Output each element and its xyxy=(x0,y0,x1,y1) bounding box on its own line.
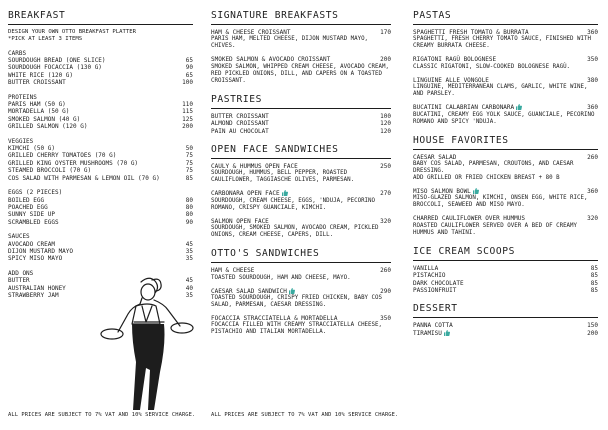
dish-item xyxy=(211,288,391,309)
list-item-name xyxy=(8,57,186,64)
dish-header xyxy=(211,29,391,36)
thumbs-up-icon xyxy=(473,188,479,194)
open-face-list xyxy=(211,163,391,239)
list-item xyxy=(8,108,193,115)
list-item xyxy=(8,123,193,130)
list-item-name xyxy=(413,272,591,279)
signature-list xyxy=(211,29,391,85)
list-item-price: 85 xyxy=(590,264,598,272)
item-name-text: POACHED EGG xyxy=(8,203,48,211)
list-item-price: 100 xyxy=(182,79,193,87)
item-name-text: SMOKED SALMON & AVOCADO CROISSANT xyxy=(211,56,331,64)
item-name-text: STRAWBERRY JAM xyxy=(8,291,59,299)
list-item-name xyxy=(8,108,182,115)
pastries-title: PASTRIES xyxy=(211,94,391,109)
list-item xyxy=(413,287,598,294)
dish-header-name xyxy=(211,56,380,63)
dish-description: TOASTED SOURDOUGH, CRISPY FRIED CHICKEN, BABY COS SALAD, PARMESAN, CAESAR DRESSING. xyxy=(211,295,383,309)
item-name-text: SPAGHETTI FRESH TOMATO & BURRATA xyxy=(413,29,529,36)
waiter-illustration xyxy=(96,276,196,414)
item-name-text: MORTADELLA (50 G) xyxy=(8,108,70,116)
breakfast-group-title: VEGGIES xyxy=(8,137,34,145)
breakfast-group xyxy=(8,189,193,226)
list-item-price: 35 xyxy=(185,255,193,263)
list-item xyxy=(211,128,391,135)
dish-header-price: 380 xyxy=(587,76,598,84)
dish-header-price: 260 xyxy=(587,153,598,161)
list-item-price: 100 xyxy=(380,112,391,120)
ottos-section xyxy=(211,248,391,336)
list-item-price: 85 xyxy=(590,287,598,295)
item-name-text: SPICY MISO MAYO xyxy=(8,255,63,263)
item-name-text: GRILLED CHERRY TOMATOES (70 G) xyxy=(8,152,117,160)
list-item-name xyxy=(8,145,186,152)
item-name-text: CHARRED CAULIFLOWER OVER HUMMUS xyxy=(413,215,525,223)
dish-addon-note: ADD GRILLED OR FRIED CHICKEN BREAST + 80 B xyxy=(413,175,560,182)
dish-description: MISO-GLAZED SALMON, KIMCHI, ONSEN EGG, WHITE RICE, BROCCOLI, SEAWEED AND MISO MAYO. xyxy=(413,195,588,209)
list-item-price: 40 xyxy=(185,284,193,292)
dish-item xyxy=(211,190,391,211)
list-item-price: 80 xyxy=(185,211,193,219)
dish-header xyxy=(211,218,391,225)
item-name-text: PASSIONFRUIT xyxy=(413,287,457,295)
breakfast-group xyxy=(8,94,193,131)
list-item xyxy=(8,248,193,255)
list-item xyxy=(8,160,193,167)
dish-description: LINGUINE, MEDITERRANEAN CLAMS, GARLIC, WHITE WINE, AND PARSLEY. xyxy=(413,84,588,98)
dish-header xyxy=(413,77,598,84)
list-item-name xyxy=(413,287,591,294)
list-item-price: 65 xyxy=(185,57,193,64)
breakfast-group xyxy=(8,50,193,87)
breakfast-group xyxy=(8,233,193,263)
dish-header xyxy=(211,267,391,274)
dish-item xyxy=(211,163,391,184)
list-item xyxy=(211,120,391,127)
item-name-text: AVOCADO CREAM xyxy=(8,240,55,248)
dish-description: CLASSIC RIGATONI, SLOW-COOKED BOLOGNESE RAGÙ. xyxy=(413,63,571,70)
thumbs-up-icon xyxy=(282,190,288,196)
pastas-section xyxy=(413,10,598,126)
dish-item xyxy=(413,104,598,125)
dish-description: FOCACCIA FILLED WITH CREAMY STRACCIATELLA CHEESE, PISTACHIO AND ITALIAN MORTADELLA. xyxy=(211,322,383,336)
item-name-text: CARBONARA OPEN FACE xyxy=(211,190,280,198)
dish-item xyxy=(413,56,598,70)
house-list xyxy=(413,154,598,237)
dish-header-name xyxy=(413,215,587,222)
thumbs-up-icon xyxy=(289,288,295,294)
column-middle xyxy=(211,10,391,345)
list-item xyxy=(413,322,598,329)
dish-header-name xyxy=(211,29,380,36)
list-item-price: 75 xyxy=(185,167,193,175)
dish-header-name xyxy=(211,163,380,170)
dish-description: SMOKED SALMON, WHIPPED CREAM CHEESE, AVOCADO CREAM, RED PICKLED ONIONS, DILL, AND CAPERS ON A TOASTED CROISSANT. xyxy=(211,63,389,84)
item-name-text: PANNA COTTA xyxy=(413,322,453,330)
list-item-price: 35 xyxy=(185,247,193,255)
dish-header-name xyxy=(413,56,587,63)
dish-header-price: 290 xyxy=(380,287,391,295)
list-item-name xyxy=(8,64,186,71)
list-item xyxy=(413,265,598,272)
list-item-name xyxy=(8,116,182,123)
breakfast-title: BREAKFAST xyxy=(8,10,193,25)
house-section xyxy=(413,135,598,237)
list-item-price: 150 xyxy=(587,322,598,330)
item-name-text: ALMOND CROISSANT xyxy=(211,120,269,128)
item-name-text: SALMON OPEN FACE xyxy=(211,217,269,225)
breakfast-note: *PICK AT LEAST 3 ITEMS xyxy=(8,35,83,42)
dish-item xyxy=(413,188,598,209)
list-item-price: 45 xyxy=(185,277,193,285)
list-item xyxy=(8,211,193,218)
list-item-name xyxy=(8,255,186,262)
list-item xyxy=(8,72,193,79)
list-item-price: 85 xyxy=(590,279,598,287)
item-name-text: SUNNY SIDE UP xyxy=(8,211,55,219)
item-name-text: CAESAR SALAD SANDWICH xyxy=(211,287,287,295)
item-name-text: DIJON MUSTARD MAYO xyxy=(8,247,74,255)
breakfast-group-title: PROTEINS xyxy=(8,93,37,101)
list-item xyxy=(8,116,193,123)
list-item-price: 115 xyxy=(182,108,193,116)
list-item-name xyxy=(413,265,591,272)
item-name-text: HAM & CHEESE CROISSANT xyxy=(211,29,291,36)
list-item xyxy=(8,255,193,262)
item-name-text: GRILLED KING OYSTER MUSHROOMS (70 G) xyxy=(8,159,139,167)
dish-header xyxy=(413,29,598,36)
list-item-price: 120 xyxy=(380,127,391,135)
dish-header-name xyxy=(413,77,587,84)
list-item xyxy=(413,280,598,287)
dish-header-name xyxy=(211,218,380,225)
list-item xyxy=(8,204,193,211)
item-name-text: PAIN AU CHOCOLAT xyxy=(211,127,269,135)
list-item xyxy=(8,57,193,64)
dish-item xyxy=(211,315,391,336)
dish-header xyxy=(211,56,391,63)
dish-header-price: 260 xyxy=(380,267,391,275)
item-name-text: LINGUINE ALLE VONGOLE xyxy=(413,76,489,84)
item-name-text: DARK CHOCOLATE xyxy=(413,279,464,287)
ice-cream-section xyxy=(413,246,598,295)
open-face-title: OPEN FACE SANDWICHES xyxy=(211,144,391,159)
item-name-text: STEAMED BROCCOLI (70 G) xyxy=(8,167,92,175)
ice-cream-list xyxy=(413,265,598,295)
list-item-name xyxy=(8,219,186,226)
dish-item xyxy=(211,56,391,84)
list-item-name xyxy=(211,120,380,127)
breakfast-group xyxy=(8,138,193,182)
dish-header-name xyxy=(211,288,380,295)
dish-item xyxy=(413,29,598,50)
list-item xyxy=(8,152,193,159)
list-item-name xyxy=(413,280,591,287)
pastries-list xyxy=(211,113,391,135)
list-item xyxy=(8,175,193,182)
list-item xyxy=(8,219,193,226)
dish-header-price: 250 xyxy=(380,163,391,171)
list-item-price: 80 xyxy=(185,203,193,211)
ice-cream-title: ICE CREAM SCOOPS xyxy=(413,246,598,261)
list-item-price: 85 xyxy=(590,272,598,280)
list-item-price: 90 xyxy=(185,218,193,226)
list-item-price: 75 xyxy=(185,159,193,167)
dish-header xyxy=(211,163,391,170)
breakfast-group-title: CARBS xyxy=(8,49,27,57)
dish-description: SOURDOUGH, CREAM CHEESE, EGGS, 'NDUJA, PECORINO ROMANO, CRISPY GUANCIALE, KIMCHI. xyxy=(211,197,376,211)
dish-description: TOASTED SOURDOUGH, HAM AND CHEESE, MAYO. xyxy=(211,274,351,281)
ottos-title: OTTO'S SANDWICHES xyxy=(211,248,391,263)
dish-description: SOURDOUGH, SMOKED SALMON, AVOCADO CREAM, PICKLED ONIONS, CREAM CHEESE, CAPERS, DILL. xyxy=(211,225,379,239)
list-item-price: 110 xyxy=(182,101,193,109)
breakfast-group-title: ADD ONS xyxy=(8,269,34,277)
item-name-text: BOILED EGG xyxy=(8,196,45,204)
dish-header-price: 360 xyxy=(587,188,598,196)
thumbs-up-icon xyxy=(444,330,450,336)
item-name-text: GRILLED SALMON (120 G) xyxy=(8,123,88,131)
breakfast-groups xyxy=(8,50,193,300)
pastries-section xyxy=(211,94,391,135)
dish-header xyxy=(413,154,598,161)
open-face-section xyxy=(211,144,391,239)
list-item-price: 125 xyxy=(182,115,193,123)
item-name-text: SCRAMBLED EGGS xyxy=(8,218,59,226)
column-right xyxy=(413,10,598,346)
footer-note-middle: ALL PRICES ARE SUBJECT TO 7% VAT AND 10% SERVICE CHARGE. xyxy=(211,412,399,418)
dessert-title: DESSERT xyxy=(413,303,598,318)
item-name-text: BUTTER CROISSANT xyxy=(211,112,269,120)
item-name-text: PISTACHIO xyxy=(413,272,446,280)
thumbs-up-icon xyxy=(516,104,522,110)
item-name-text: MISO SALMON BOWL xyxy=(413,188,471,196)
item-name-text: WHITE RICE (120 G) xyxy=(8,71,74,79)
item-name-text: TIRAMISU xyxy=(413,329,442,337)
item-name-text: SOURDOUGH BREAD (ONE SLICE) xyxy=(8,57,106,64)
list-item-price: 200 xyxy=(587,329,598,337)
dish-item xyxy=(413,77,598,98)
list-item-name xyxy=(8,123,182,130)
list-item-price: 120 xyxy=(380,120,391,128)
list-item-price: 90 xyxy=(185,64,193,72)
item-name-text: FOCACCIA STRACCIATELLA & MORTADELLA xyxy=(211,315,338,323)
list-item xyxy=(8,167,193,174)
dish-header-price: 350 xyxy=(380,315,391,323)
item-name-text: CAESAR SALAD xyxy=(413,153,457,161)
list-item-name xyxy=(211,128,380,135)
list-item-price: 65 xyxy=(185,71,193,79)
list-item-price: 85 xyxy=(185,174,193,182)
list-item-name xyxy=(8,241,186,248)
list-item xyxy=(8,101,193,108)
list-item-name xyxy=(8,152,186,159)
list-item xyxy=(8,241,193,248)
list-item-name xyxy=(8,72,186,79)
list-item-price: 35 xyxy=(185,291,193,299)
dish-description: BUCATINI, CREAMY EGG YOLK SAUCE, GUANCIALE, PECORINO ROMANO AND SPICY 'NDUJA. xyxy=(413,111,595,125)
column-left xyxy=(8,10,193,299)
footer-note-left: ALL PRICES ARE SUBJECT TO 7% VAT AND 10% SERVICE CHARGE. xyxy=(8,412,196,418)
list-item xyxy=(413,330,598,337)
list-item xyxy=(413,272,598,279)
list-item xyxy=(8,79,193,86)
house-title: HOUSE FAVORITES xyxy=(413,135,598,150)
item-name-text: BUTTER CROISSANT xyxy=(8,79,66,87)
dish-description: SOURDOUGH, HUMMUS, BELL PEPPER, ROASTED CAULIFLOWER, TAGGIASCHE OLIVES, PARMESAN. xyxy=(211,170,355,184)
list-item-name xyxy=(211,113,380,120)
dish-description: PARIS HAM, MELTED CHEESE, DIJON MUSTARD MAYO, CHIVES. xyxy=(211,36,369,50)
dish-description: BABY COS SALAD, PARMESAN, CROUTONS, AND CAESAR DRESSING. xyxy=(413,161,574,175)
breakfast-note: DESIGN YOUR OWN OTTO BREAKFAST PLATTER xyxy=(8,29,136,35)
dish-header-name xyxy=(413,154,587,161)
list-item-price: 200 xyxy=(182,123,193,131)
dish-header xyxy=(211,190,391,197)
item-name-text: RIGATONI RAGÙ BOLOGNESE xyxy=(413,56,497,64)
dish-item xyxy=(211,267,391,281)
dessert-section xyxy=(413,303,598,337)
item-name-text: VANILLA xyxy=(413,264,439,272)
dish-header xyxy=(211,288,391,295)
list-item xyxy=(8,145,193,152)
item-name-text: SMOKED SALMON (40 G) xyxy=(8,115,81,123)
item-name-text: SOURDOUGH FOCACCIA (130 G) xyxy=(8,64,102,72)
dish-header-price: 200 xyxy=(380,56,391,64)
dish-header xyxy=(413,104,598,111)
dish-header-name xyxy=(211,267,380,274)
dish-header-name xyxy=(211,315,380,322)
dish-header-name xyxy=(413,29,587,36)
list-item xyxy=(8,197,193,204)
list-item-name xyxy=(8,211,186,218)
item-name-text: BUTTER xyxy=(8,277,30,285)
list-item-name xyxy=(8,204,186,211)
dish-header-price: 270 xyxy=(380,190,391,198)
list-item xyxy=(211,113,391,120)
dish-header-price: 320 xyxy=(380,217,391,225)
list-item-name xyxy=(8,248,186,255)
dish-item xyxy=(211,29,391,50)
list-item-price: 50 xyxy=(185,145,193,153)
item-name-text: PARIS HAM (50 G) xyxy=(8,101,66,109)
list-item-name xyxy=(8,197,186,204)
breakfast-group-title: EGGS (2 PIECES) xyxy=(8,189,63,197)
pastas-list xyxy=(413,29,598,126)
list-item-name xyxy=(8,175,186,182)
item-name-text: COS SALAD WITH PARMESAN & LEMON OIL (70 G) xyxy=(8,174,160,182)
dish-header-name xyxy=(413,188,587,195)
list-item-name xyxy=(413,322,587,329)
dish-header-price: 320 xyxy=(587,215,598,223)
list-item-name xyxy=(8,167,186,174)
item-name-text: BUCATINI CALABRIAN CARBONARA xyxy=(413,104,515,112)
dish-header xyxy=(413,56,598,63)
signature-title: SIGNATURE BREAKFASTS xyxy=(211,10,391,25)
list-item-name xyxy=(8,79,182,86)
signature-section xyxy=(211,10,391,85)
list-item xyxy=(8,64,193,71)
dish-header-price: 360 xyxy=(587,29,598,36)
dessert-list xyxy=(413,322,598,337)
dish-description: ROASTED CAULIFLOWER SERVED OVER A BED OF CREAMY HUMMUS AND TAHINI. xyxy=(413,222,578,236)
list-item-name xyxy=(8,160,186,167)
item-name-text: HAM & CHEESE xyxy=(211,267,255,275)
dish-header xyxy=(211,315,391,322)
dish-header-name xyxy=(211,190,380,197)
pastas-title: PASTAS xyxy=(413,10,598,25)
dish-header-price: 350 xyxy=(587,56,598,64)
ottos-list xyxy=(211,267,391,336)
dish-header-price: 170 xyxy=(380,29,391,36)
dish-description: SPAGHETTI, FRESH CHERRY TOMATO SAUCE, FINISHED WITH CREAMY BURRATA CHEESE. xyxy=(413,36,591,50)
item-name-text: AUSTRALIAN HONEY xyxy=(8,284,66,292)
dish-header xyxy=(413,215,598,222)
breakfast-group-title: SAUCES xyxy=(8,233,30,241)
dish-item xyxy=(413,215,598,236)
list-item-price: 80 xyxy=(185,196,193,204)
dish-header xyxy=(413,188,598,195)
dish-header-name xyxy=(413,104,587,111)
list-item-name xyxy=(8,101,182,108)
list-item-price: 75 xyxy=(185,152,193,160)
item-name-text: CAULY & HUMMUS OPEN FACE xyxy=(211,163,298,171)
list-item-price: 45 xyxy=(185,240,193,248)
dish-item xyxy=(211,218,391,239)
item-name-text: KIMCHI (50 G) xyxy=(8,145,55,153)
list-item-name xyxy=(413,330,587,337)
dish-header-price: 360 xyxy=(587,104,598,112)
dish-item xyxy=(413,154,598,182)
